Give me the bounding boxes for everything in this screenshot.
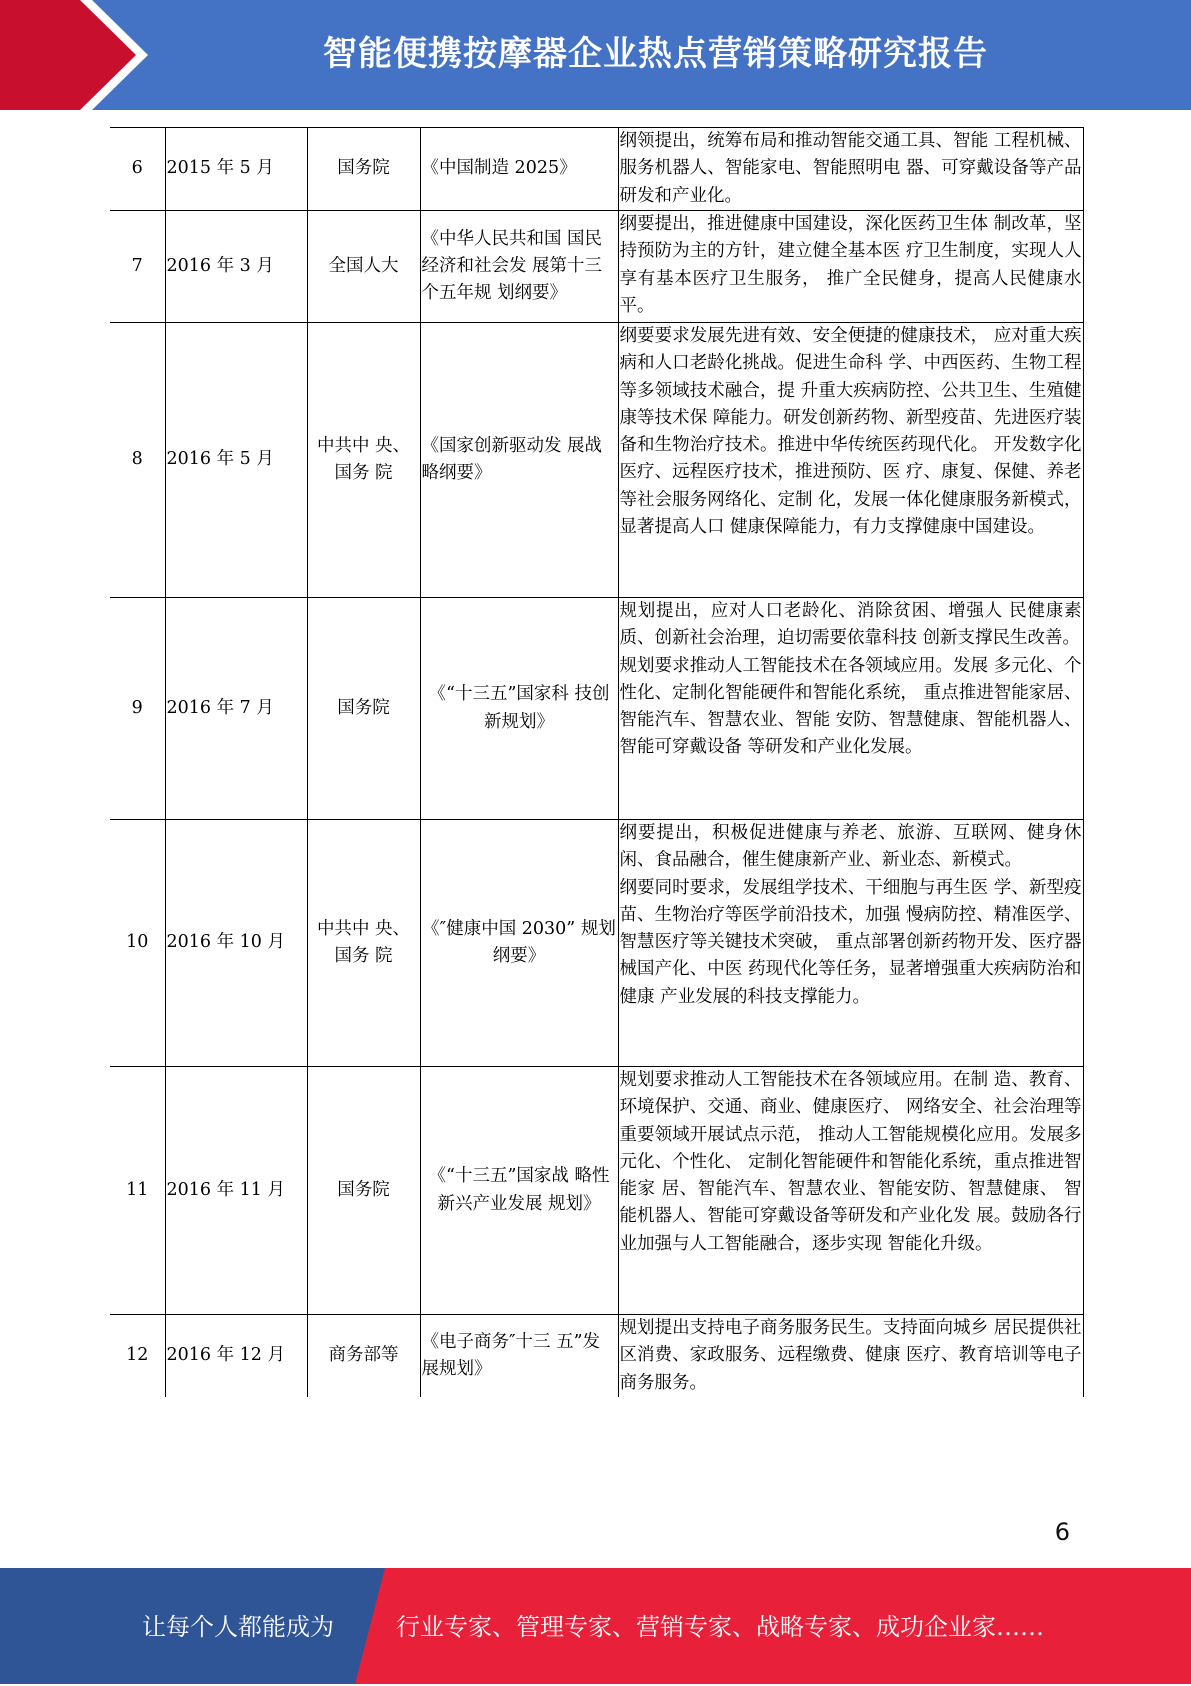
row-number: 12 — [110, 1315, 165, 1397]
row-issuer: 国务院 — [307, 1067, 420, 1315]
row-number: 8 — [110, 323, 165, 598]
footer-slogan-left: 让每个人都能成为 — [142, 1613, 334, 1641]
content-paragraph: 规划提出支持电子商务服务民生。支持面向城乡 居民提供社区消费、家政服务、远程缴费、健康 医疗、教育培训等电子商务服务。 — [619, 1318, 1082, 1393]
table-row — [110, 820, 1083, 1067]
content-paragraph: 规划要求推动人工智能技术在各领域应用。在制 造、教育、环境保护、交通、商业、健康医疗、 网络安全、社会治理等重要领域开展试点示范， 推动人工智能规模化应用。发展多元化、个性化、 定制化智能硬件和智能化系统，重点推进智能家 居、智能汽车、智慧农业、智能安防、智慧健康、 智能机器人、智能可穿戴设备等研发和产业化发 展。鼓励各行业加强与人工智能融合，逐步实现 智能化升级。 — [619, 1070, 1082, 1254]
header-red-arrow — [0, 0, 160, 110]
page-footer — [0, 1568, 1191, 1684]
footer-slogan-right: 行业专家、管理专家、营销专家、战略专家、成功企业家…… — [396, 1613, 1044, 1641]
row-number: 9 — [110, 598, 165, 820]
row-issuer: 中共中 央、国务 院 — [307, 323, 420, 598]
row-date: 2016 年 10 月 — [165, 820, 307, 1067]
row-content — [618, 1315, 1083, 1397]
content-paragraph: 纲要要求发展先进有效、安全便捷的健康技术， 应对重大疾病和人口老龄化挑战。促进生命科 学、中西医药、生物工程等多领域技术融合，提 升重大疾病防控、公共卫生、生殖健康等技术保 障能力。研发创新药物、新型疫苗、先进医疗装 备和生物治疗技术。推进中华传统医药现代化。 开发数字化医疗、远程医疗技术，推进预防、医 疗、康复、保健、养老等社会服务网络化、定制 化，发展一体化健康服务新模式，显著提高人口 健康保障能力，有力支撑健康中国建设。 — [619, 326, 1082, 538]
row-document: 《“十三五”国家战 略性新兴产业发展 规划》 — [420, 1067, 618, 1315]
content-paragraph: 纲要提出，积极促进健康与养老、旅游、互联网、健身休闲、食品融合，催生健康新产业、新业态、新模式。 — [619, 823, 1082, 871]
row-content — [618, 598, 1083, 820]
row-issuer: 国务院 — [307, 128, 420, 211]
row-date: 2016 年 3 月 — [165, 211, 307, 323]
content-paragraph: 规划提出，应对人口老龄化、消除贫困、增强人 民健康素质、创新社会治理，迫切需要依靠科技 创新支撑民生改善。 — [619, 601, 1082, 649]
row-date: 2016 年 7 月 — [165, 598, 307, 820]
row-document: 《国家创新驱动发 展战略纲要》 — [420, 323, 618, 598]
content-paragraph: 规划要求推动人工智能技术在各领域应用。发展 多元化、个性化、定制化智能硬件和智能化系统， 重点推进智能家居、智能汽车、智慧农业、智能 安防、智慧健康、智能机器人、智能可穿戴设备 等研发和产业化发展。 — [619, 655, 1082, 758]
row-date: 2015 年 5 月 — [165, 128, 307, 211]
row-content — [618, 323, 1083, 598]
content-paragraph: 纲领提出，统筹布局和推动智能交通工具、智能 工程机械、服务机器人、智能家电、智能照明电 器、可穿戴设备等产品研发和产业化。 — [619, 131, 1082, 206]
policy-table-body — [110, 128, 1083, 1397]
table-row — [110, 128, 1083, 211]
table-row — [110, 1315, 1083, 1397]
row-date: 2016 年 11 月 — [165, 1067, 307, 1315]
content-paragraph: 纲要同时要求，发展组学技术、干细胞与再生医 学、新型疫苗、生物治疗等医学前沿技术，加强 慢病防控、精准医学、智慧医疗等关键技术突破， 重点部署创新药物开发、医疗器械国产化、中医 药现代化等任务，显著增强重大疾病防治和健康 产业发展的科技支撑能力。 — [619, 877, 1082, 1007]
table-row — [110, 598, 1083, 820]
row-issuer: 国务院 — [307, 598, 420, 820]
row-document: 《电子商务″十三 五”发展规划》 — [420, 1315, 618, 1397]
row-content — [618, 211, 1083, 323]
table-row — [110, 1067, 1083, 1315]
content-paragraph: 纲要提出，推进健康中国建设，深化医药卫生体 制改革，坚持预防为主的方针，建立健全基本医 疗卫生制度，实现人人享有基本医疗卫生服务， 推广全民健身，提高人民健康水平。 — [619, 214, 1082, 316]
page-header — [0, 0, 1191, 110]
table-row — [110, 323, 1083, 598]
table-row — [110, 211, 1083, 323]
row-content — [618, 128, 1083, 211]
row-issuer: 中共中 央、国务 院 — [307, 820, 420, 1067]
row-date: 2016 年 12 月 — [165, 1315, 307, 1397]
row-content — [618, 1067, 1083, 1315]
row-number: 7 — [110, 211, 165, 323]
row-document: 《中华人民共和国 国民经济和社会发 展第十三个五年规 划纲要》 — [420, 211, 618, 323]
page-title: 智能便携按摩器企业热点营销策略研究报告 — [323, 34, 988, 74]
row-date: 2016 年 5 月 — [165, 323, 307, 598]
policy-table — [110, 127, 1084, 1397]
row-number: 6 — [110, 128, 165, 211]
row-document: 《″健康中国 2030” 规划纲要》 — [420, 820, 618, 1067]
row-document: 《中国制造 2025》 — [420, 128, 618, 211]
row-number: 11 — [110, 1067, 165, 1315]
row-number: 10 — [110, 820, 165, 1067]
row-content — [618, 820, 1083, 1067]
row-issuer: 商务部等 — [307, 1315, 420, 1397]
page-number: 6 — [1054, 1518, 1070, 1546]
row-issuer: 全国人大 — [307, 211, 420, 323]
row-document: 《“十三五”国家科 技创新规划》 — [420, 598, 618, 820]
